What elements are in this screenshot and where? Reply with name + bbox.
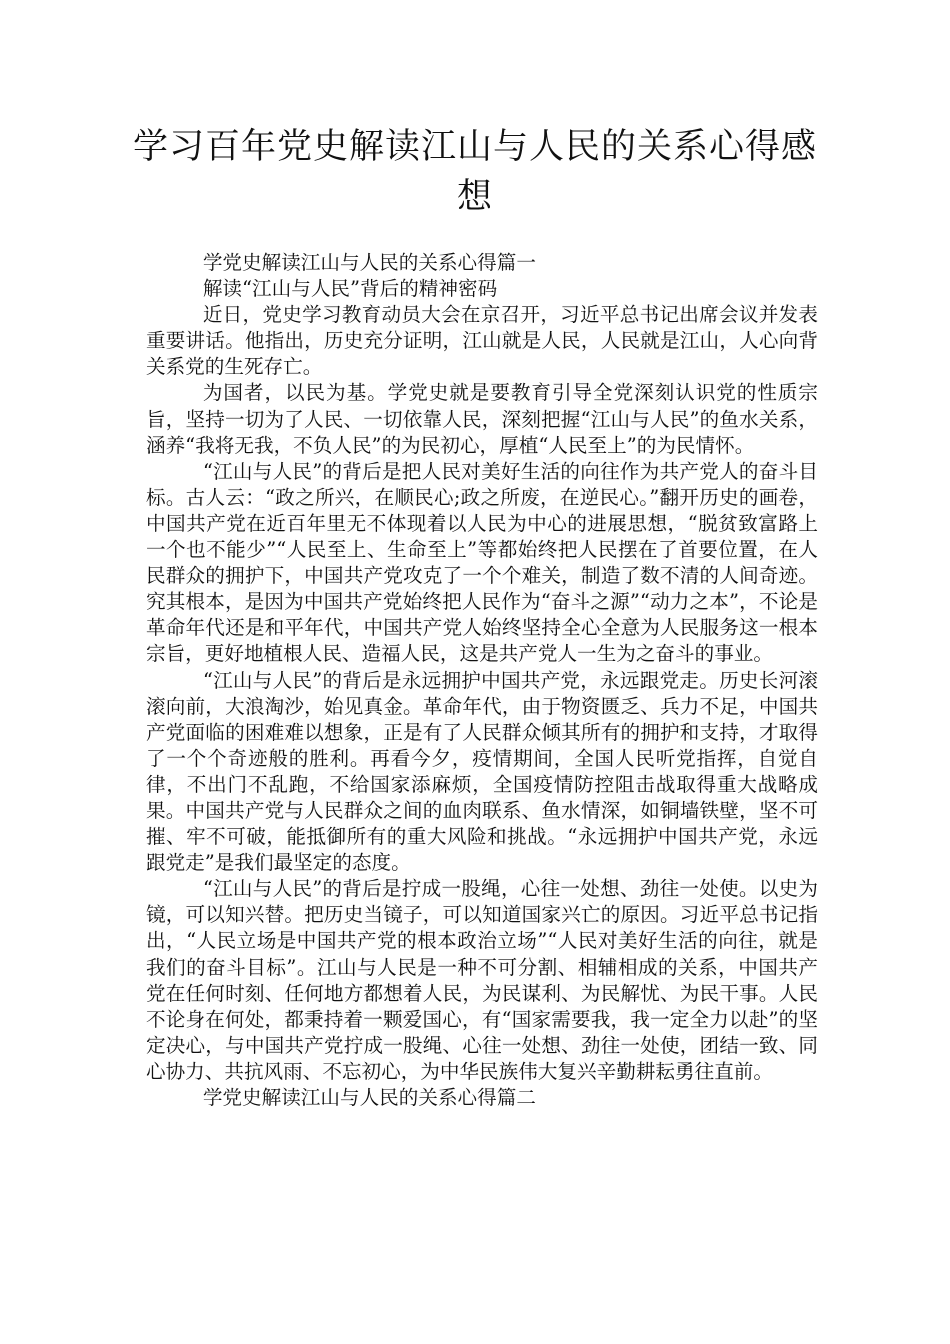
document-title: 学习百年党史解读江山与人民的关系心得感想 <box>132 127 817 217</box>
section-heading-1: 学党史解读江山与人民的关系心得篇一 <box>202 251 536 274</box>
subheading: 解读“江山与人民”背后的精神密码 <box>202 277 498 301</box>
body-paragraph: “江山与人民”的背后是拧成一股绳，心往一处想、劲往一处使。以史为镜，可以知兴替。把历史当镜子，可以知道国家兴亡的原因。习近平总书记指出，“人民立场是中国共产党的根本政治立场”“人民对美好生活的向往，就是我们的奋斗目标”。江山与人民是一种不可分割、相辅相成的关系，中国共产党在任何时刻、任何地方都想着人民，为民谋利、为民解忧、为民干事。人民不论身在何处，都秉持着一颗爱国心，有“国家需要我，我一定全力以赴”的坚定决心，与中国共产党拧成一股绳、心往一处想、劲往一处使，团结一致、同心协力、共抗风雨、不忘初心，为中华民族伟大复兴辛勤耕耘勇往直前。 <box>146 877 818 1083</box>
document-body <box>146 250 818 1111</box>
section-heading-2: 学党史解读江山与人民的关系心得篇二 <box>202 1086 536 1109</box>
body-paragraph: 为国者，以民为基。学党史就是要教育引导全党深刻认识党的性质宗旨，坚持一切为了人民、一切依靠人民，深刻把握“江山与人民”的鱼水关系，涵养“我将无我，不负人民”的为民初心，厚植“人民至上”的为民情怀。 <box>146 381 818 457</box>
body-paragraph: “江山与人民”的背后是永远拥护中国共产党，永远跟党走。历史长河滚滚向前，大浪淘沙，始见真金。革命年代，由于物资匮乏、兵力不足，中国共产党面临的困难难以想象，正是有了人民群众倾其所有的拥护和支持，才取得了一个个奇迹般的胜利。再看今夕，疫情期间，全国人民听党指挥，自觉自律，不出门不乱跑，不给国家添麻烦，全国疫情防控阻击战取得重大战略成果。中国共产党与人民群众之间的血肉联系、鱼水情深，如铜墙铁壁，坚不可摧、牢不可破，能抵御所有的重大风险和挑战。“永远拥护中国共产党，永远跟党走”是我们最坚定的态度。 <box>146 668 818 875</box>
body-paragraph: 近日，党史学习教育动员大会在京召开，习近平总书记出席会议并发表重要讲话。他指出，历史充分证明，江山就是人民，人民就是江山，人心向背关系党的生死存亡。 <box>146 303 818 379</box>
body-paragraph: “江山与人民”的背后是把人民对美好生活的向往作为共产党人的奋斗目标。古人云：“政之所兴，在顺民心;政之所废，在逆民心。”翻开历史的画卷，中国共产党在近百年里无不体现着以人民为中心的进展思想，“脱贫致富路上一个也不能少”“人民至上、生命至上”等都始终把人民摆在了首要位置，在人民群众的拥护下，中国共产党攻克了一个个难关，制造了数不清的人间奇迹。究其根本，是因为中国共产党始终把人民作为“奋斗之源”“动力之本”，不论是革命年代还是和平年代，中国共产党人始终坚持全心全意为人民服务这一根本宗旨，更好地植根人民、造福人民，这是共产党人一生为之奋斗的事业。 <box>146 459 818 666</box>
